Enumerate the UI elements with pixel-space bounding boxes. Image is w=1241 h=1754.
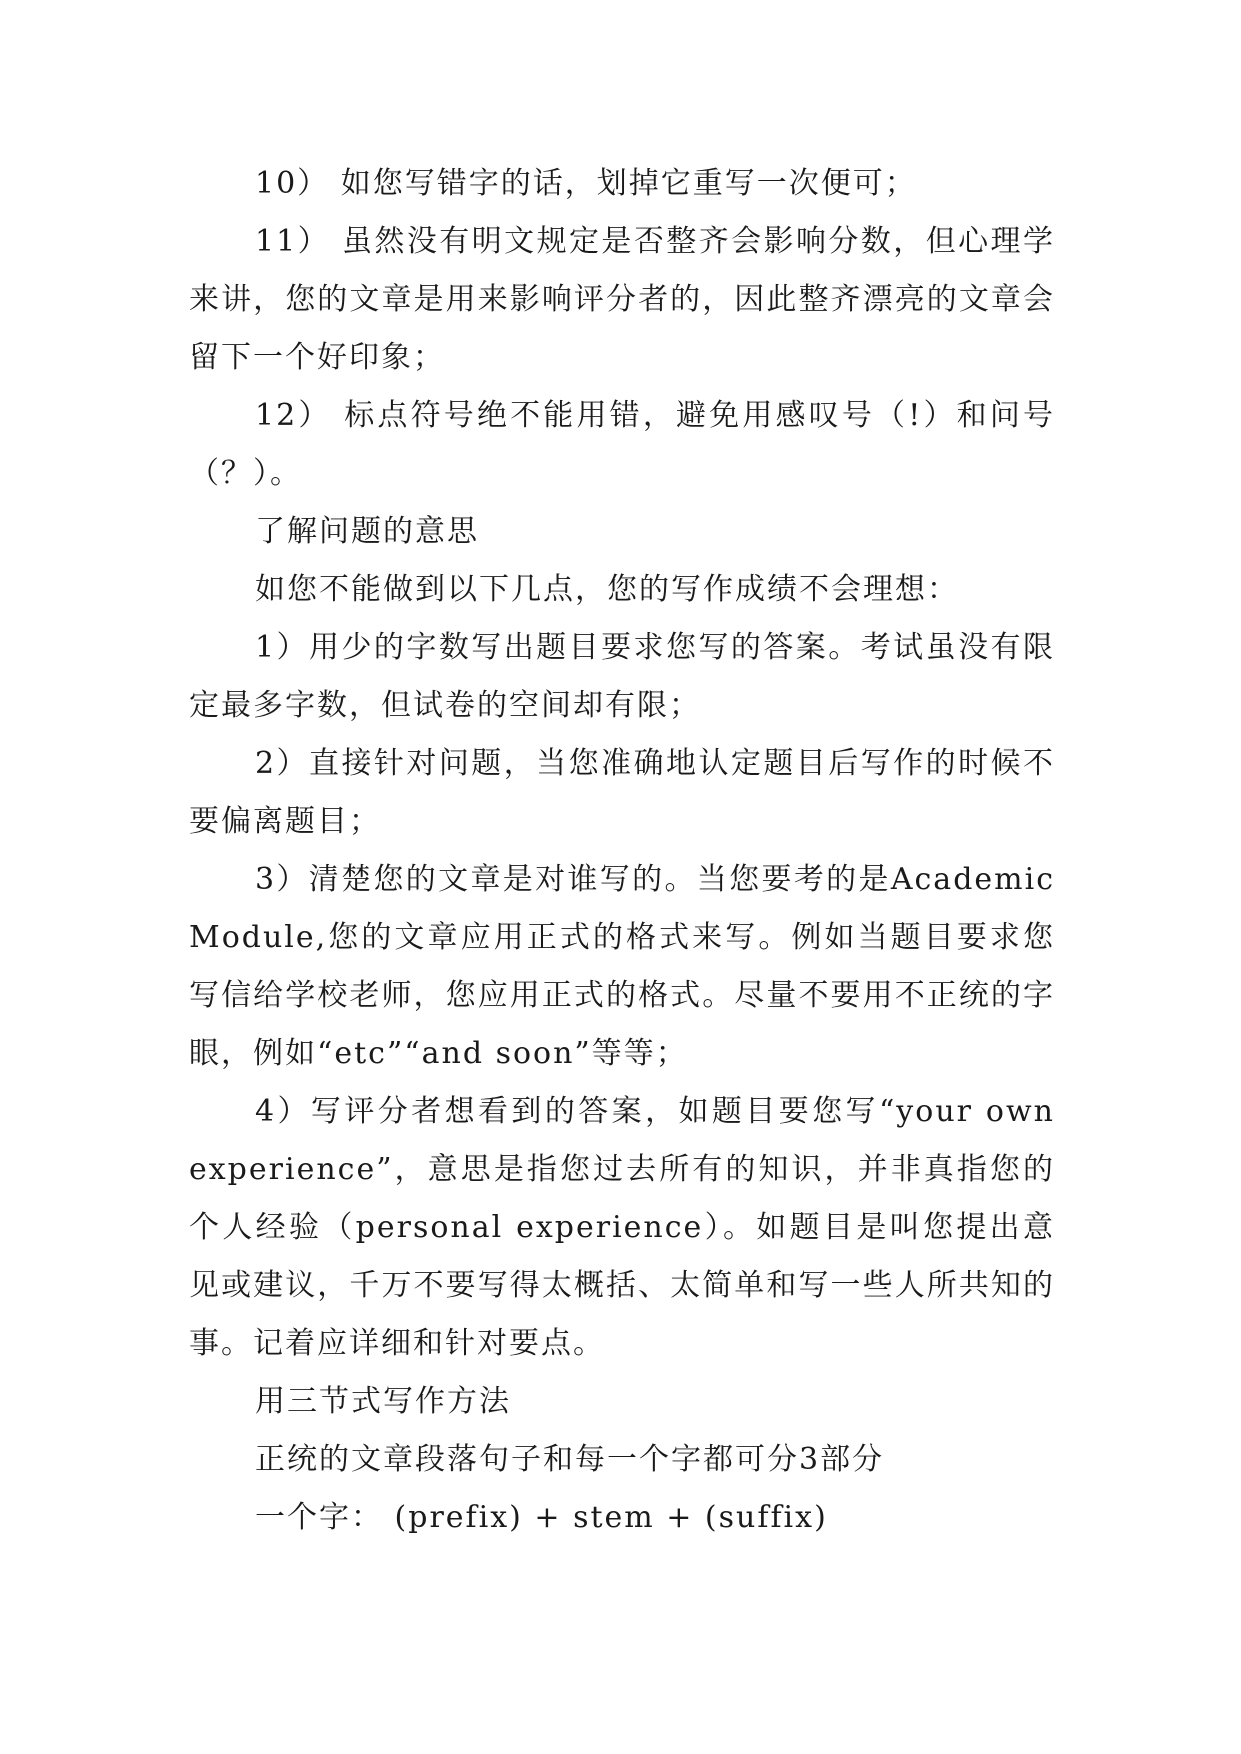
section-heading-three-part-method: 用三节式写作方法	[255, 1384, 511, 1419]
section-heading-understand-question: 了解问题的意思	[255, 514, 479, 549]
paragraph-item-12: 12） 标点符号绝不能用错，避免用感叹号（!）和问号（？）。	[189, 398, 1055, 491]
paragraph-point-3: 3）清楚您的文章是对谁写的。当您要考的是Academic Module,您的文章应用正式的格式来写。例如当题目要求您写信给学校老师，您应用正式的格式。尽量不要用不正统的字眼，例如“etc”“and soon”等等；	[189, 862, 1055, 1071]
paragraph-item-10: 10） 如您写错字的话，划掉它重写一次便可；	[255, 166, 917, 201]
paragraph-intro: 如您不能做到以下几点，您的写作成绩不会理想：	[255, 572, 959, 607]
document-page	[189, 155, 1055, 1547]
paragraph-three-parts: 正统的文章段落句子和每一个字都可分3部分	[255, 1442, 885, 1477]
paragraph-point-1: 1）用少的字数写出题目要求您写的答案。考试虽没有限定最多字数，但试卷的空间却有限；	[189, 630, 1055, 723]
paragraph-word-structure: 一个字： (prefix) + stem + (suffix)	[255, 1500, 828, 1535]
paragraph-point-2: 2）直接针对问题，当您准确地认定题目后写作的时候不要偏离题目；	[189, 746, 1055, 839]
paragraph-item-11: 11） 虽然没有明文规定是否整齐会影响分数，但心理学来讲，您的文章是用来影响评分者的，因此整齐漂亮的文章会留下一个好印象；	[189, 224, 1055, 375]
paragraph-point-4: 4）写评分者想看到的答案，如题目要您写“your own experience”，意思是指您过去所有的知识，并非真指您的个人经验（personal experience）。如题目是叫您提出意见或建议，千万不要写得太概括、太简单和写一些人所共知的事。记着应详细和针对要点。	[189, 1094, 1055, 1361]
